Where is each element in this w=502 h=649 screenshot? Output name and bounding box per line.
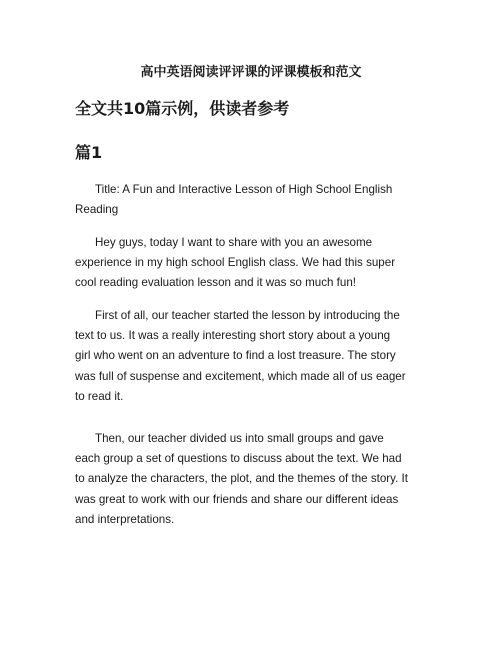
paragraph-line: Hey guys, today I want to share with you an awesome <box>95 236 373 249</box>
paragraph-line: girl who went on an adventure to find a lost treasure. The story <box>75 349 396 363</box>
paragraph-line: text to us. It was a really interesting short story about a young <box>75 329 391 343</box>
document-title: 高中英语阅读评评课的评课模板和范文 <box>140 65 362 80</box>
document-subtitle: 全文共10篇示例，供读者参考 <box>75 99 290 118</box>
paragraph-line: Title: A Fun and Interactive Lesson of High School English <box>95 183 393 196</box>
paragraph-line: to analyze the characters, the plot, and the themes of the story. It <box>75 472 408 486</box>
paragraph-line: experience in my high school English class. We had this super <box>75 256 396 270</box>
paragraph-line: Reading <box>75 203 119 217</box>
paragraph-line: was great to work with our friends and share our different ideas <box>75 492 399 506</box>
paragraph-line: each group a set of questions to discuss about the text. We had <box>75 452 402 466</box>
paragraph-title-line <box>75 180 437 220</box>
paragraph-line: was full of suspense and excitement, which made all of us eager <box>75 369 406 383</box>
paragraph-line: to read it. <box>75 389 124 403</box>
paragraph-line: First of all, our teacher started the lesson by introducing the <box>95 309 400 322</box>
paragraph <box>75 233 437 294</box>
paragraph <box>75 306 437 407</box>
paragraph <box>75 429 437 530</box>
paragraph-line: cool reading evaluation lesson and it was so much fun! <box>75 276 356 290</box>
paragraph-line: Then, our teacher divided us into small groups and gave <box>95 432 384 445</box>
paragraph-line: and interpretations. <box>75 512 175 526</box>
section-heading: 篇1 <box>75 143 103 162</box>
